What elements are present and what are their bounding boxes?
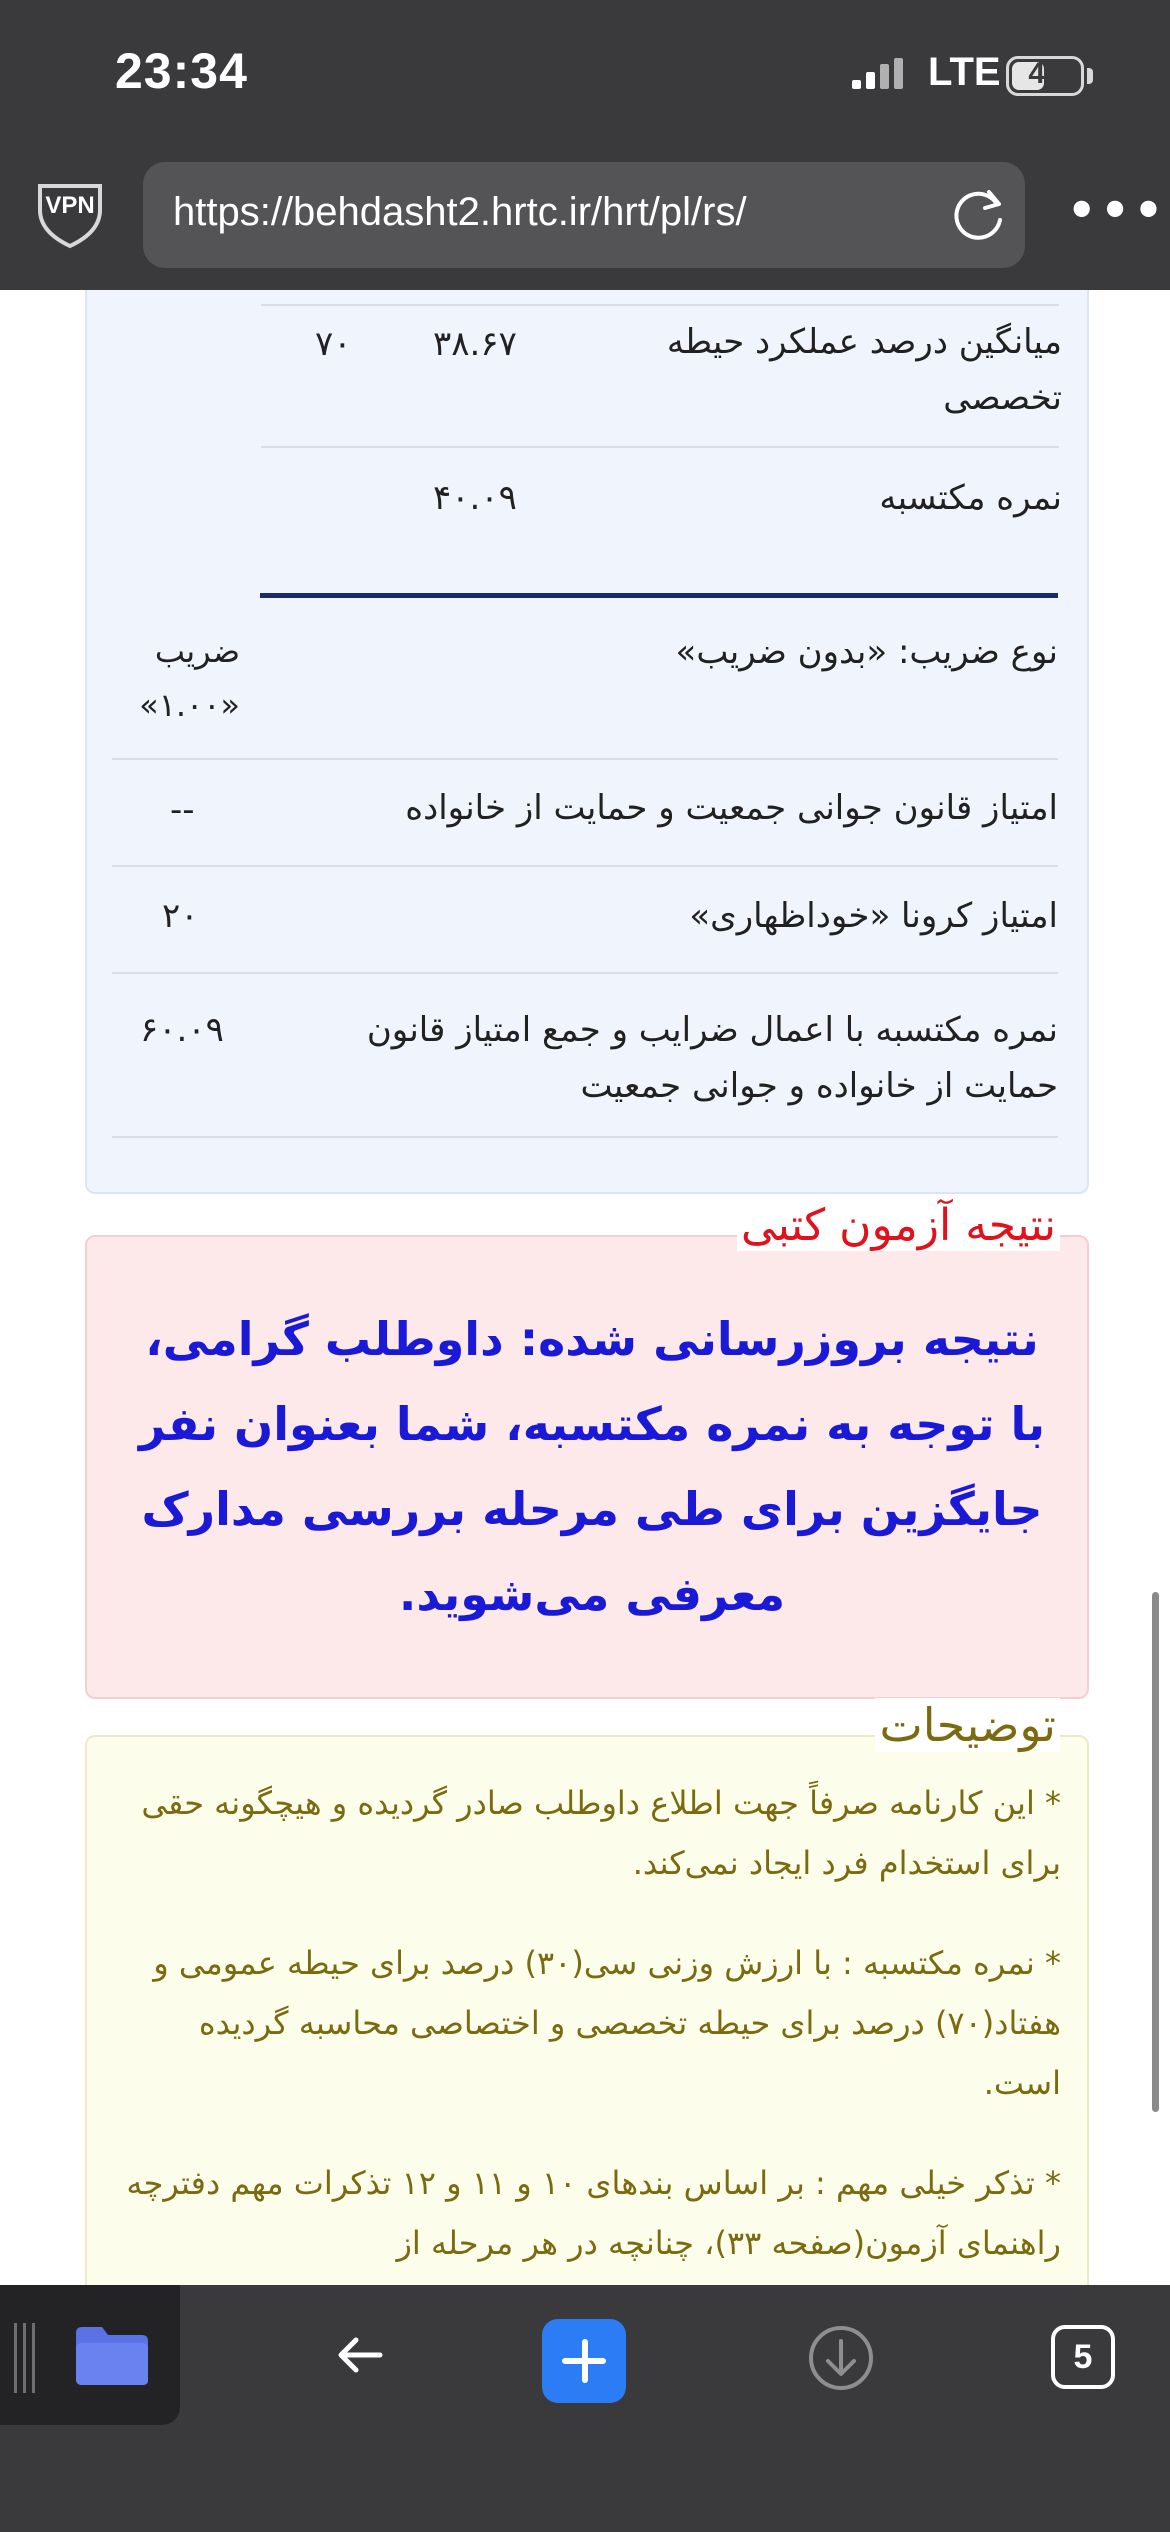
download-icon[interactable] (806, 2323, 876, 2393)
table-cell-label: نمره مکتسبه (879, 478, 1062, 518)
note-item: * تذکر خیلی مهم : بر اساس بندهای ۱۰ و ۱۱ و ۱۲ تذکرات مهم دفترچه راهنمای آزمون(صفحه ۳۳)، چنانچه در هر مرحله از (126, 2164, 1061, 2262)
reload-icon[interactable] (945, 182, 1011, 248)
network-type: LTE (928, 50, 1001, 94)
note-item: * نمره مکتسبه : با ارزش وزنی سی(۳۰) درصد برای حیطه عمومی و هفتاد(۷۰) درصد برای حیطه تخصصی و اختصاصی محاسبه گردیده است. (153, 1944, 1061, 2102)
row-divider (112, 1136, 1058, 1138)
status-time: 23:34 (115, 43, 248, 99)
table-bottom-rule (260, 593, 1058, 598)
summary-value: ۶۰.۰۹ (140, 1010, 224, 1050)
signal-icon (852, 58, 906, 98)
battery-nub (1087, 68, 1093, 84)
browser-top-bar (0, 0, 1170, 290)
summary-value: ۲۰ (162, 896, 199, 936)
address-bar[interactable] (143, 162, 1025, 268)
notes-panel (85, 1735, 1089, 2285)
result-title: نتیجه آزمون کتبی (737, 1200, 1060, 1251)
result-message: نتیجه بروزرسانی شده: داوطلب گرامی، با توجه به نمره مکتسبه، شما بعنوان نفر جایگزین برای طی مرحله بررسی مدارک معرفی می‌شوید. (138, 1312, 1046, 1621)
table-cell-value: ۴۰.۰۹ (433, 478, 517, 518)
drag-handle-icon (14, 2323, 44, 2393)
row-divider (112, 972, 1058, 974)
browser-bottom-toolbar (0, 2285, 1170, 2532)
new-tab-plus-button[interactable] (542, 2319, 626, 2403)
table-cell-value: ۳۸.۶۷ (433, 324, 517, 364)
result-panel (85, 1235, 1089, 1699)
table-cell-weight: ۷۰ (315, 324, 352, 364)
notes-title: توضیحات (875, 1698, 1060, 1752)
row-divider (112, 865, 1058, 867)
more-menu-icon[interactable]: ••• (1067, 183, 1168, 237)
row-divider (261, 446, 1059, 448)
summary-label: امتیاز قانون جوانی جمعیت و حمایت از خانواده (405, 788, 1058, 828)
url-text[interactable]: https://behdasht2.hrtc.ir/hrt/pl/rs/ (173, 190, 747, 234)
note-item: * این کارنامه صرفاً جهت اطلاع داوطلب صادر گردیده و هیچگونه حقی برای استخدام فرد ایجاد نمی‌کند. (141, 1784, 1061, 1882)
folder-icon (74, 2323, 150, 2387)
table-cell-label: میانگین درصد عملکرد حیطه تخصصی (666, 322, 1062, 418)
summary-label: نمره مکتسبه با اعمال ضرایب و جمع امتیاز قانون حمایت از خانواده و جوانی جمعیت (366, 1010, 1058, 1106)
vpn-label: VPN (45, 192, 95, 219)
summary-value: -- (170, 790, 195, 830)
summary-label: نوع ضریب: «بدون ضریب» (675, 632, 1058, 672)
battery-level: 47 (1028, 57, 1062, 90)
back-arrow-icon[interactable] (330, 2325, 390, 2385)
battery-icon (1006, 56, 1084, 96)
row-divider (112, 758, 1058, 760)
summary-label: امتیاز کرونا «خوداظهاری» (689, 896, 1058, 936)
page-content (0, 290, 1170, 2285)
tab-count-button[interactable]: 5 (1051, 2325, 1115, 2389)
scrollbar[interactable] (1152, 1592, 1159, 2112)
summary-value: ضریب «۱.۰۰» (139, 632, 240, 724)
vpn-shield-icon[interactable] (32, 180, 108, 250)
row-divider (261, 304, 1059, 306)
files-button[interactable] (0, 2285, 180, 2425)
